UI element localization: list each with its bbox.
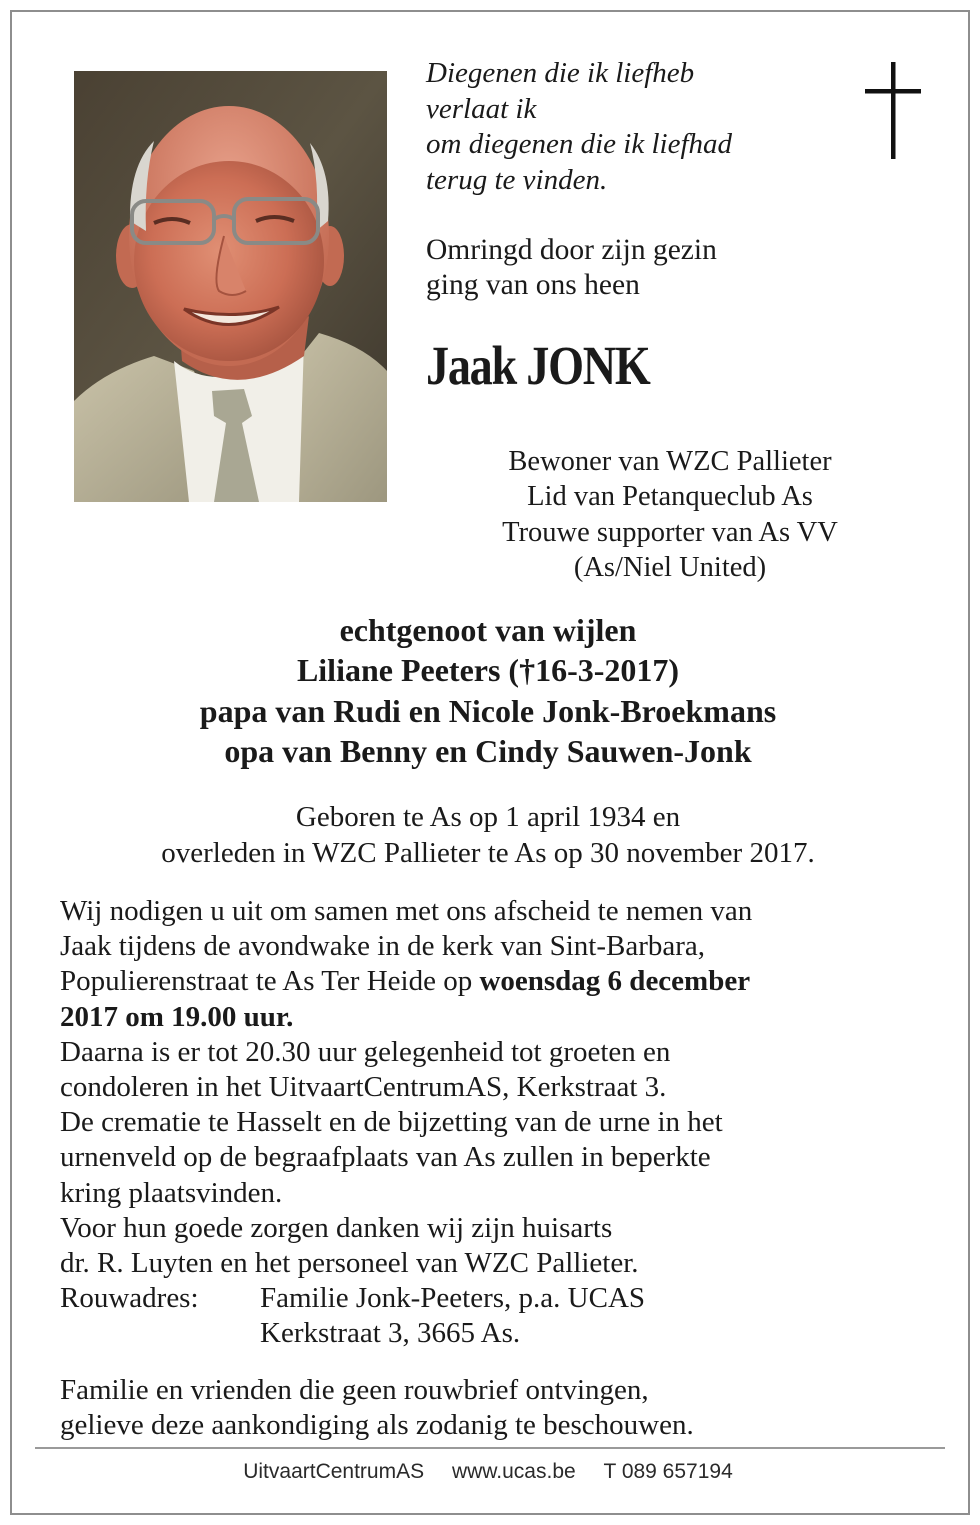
condolences-line: condoleren in het UitvaartCentrumAS, Kerkstraat 3. (60, 1071, 667, 1104)
condolences-line: Daarna is er tot 20.30 uur gelegenheid tot groeten en (60, 1035, 671, 1068)
address-row (60, 1281, 940, 1316)
invitation-line (60, 1000, 940, 1035)
wake-date: woensdag 6 december (479, 965, 751, 998)
footer-phone: T 089 657194 (603, 1460, 733, 1483)
dates-line: Geboren te As op 1 april 1934 en (295, 801, 681, 833)
address-line: Kerkstraat 3, 3665 As. (260, 1317, 521, 1350)
footer-website[interactable]: www.ucas.be (451, 1460, 576, 1483)
invitation-text: Populierenstraat te As Ter Heide op (60, 965, 480, 998)
portrait-photo (74, 71, 387, 502)
thanks-line: Voor hun goede zorgen danken wij zijn huisarts (60, 1211, 613, 1244)
closing-line: Familie en vrienden die geen rouwbrief ontvingen, (60, 1374, 649, 1406)
footer (10, 1457, 966, 1487)
address-label: Rouwadres: (60, 1282, 199, 1315)
family-line: opa van Benny en Cindy Sauwen-Jonk (224, 732, 752, 769)
poem (426, 56, 846, 198)
cross-icon (865, 62, 921, 164)
intro-text (426, 233, 926, 303)
address-line: Familie Jonk-Peeters, p.a. UCAS (260, 1282, 646, 1315)
family-line: echtgenoot van wijlen (339, 612, 637, 648)
poem-line: terug te vinden. (426, 163, 608, 196)
poem-line: verlaat ik (426, 92, 537, 125)
thanks-line: dr. R. Luyten en het personeel van WZC Pallieter. (60, 1247, 639, 1280)
closing-note (60, 1373, 940, 1444)
intro-line: ging van ons heen (426, 269, 640, 301)
invitation-line (60, 964, 940, 999)
footer-divider (35, 1447, 945, 1449)
family-line: Liliane Peeters (†16-3-2017) (296, 652, 680, 689)
announcement-body (60, 894, 940, 1352)
bio-line: Trouwe supporter van As VV (502, 516, 838, 548)
bio-line: Bewoner van WZC Pallieter (508, 446, 832, 477)
bio-line: Lid van Petanqueclub As (527, 481, 813, 513)
poem-line: Diegenen die ik liefheb (426, 57, 695, 89)
closing-line: gelieve deze aankondiging als zodanig te beschouwen. (60, 1409, 694, 1442)
birth-death-dates (10, 800, 966, 871)
wake-time: 2017 om 19.00 uur. (60, 1000, 294, 1033)
dates-line: overleden in WZC Pallieter te As op 30 november 2017. (161, 836, 815, 869)
poem-line: om diegenen die ik liefhad (426, 128, 733, 160)
family-line: papa van Rudi en Nicole Jonk-Broekmans (199, 692, 777, 729)
invitation-line: Wij nodigen u uit om samen met ons afscheid te nemen van (60, 895, 753, 927)
cremation-line: kring plaatsvinden. (60, 1176, 283, 1209)
bio-line: (As/Niel United) (573, 551, 767, 583)
intro-line: Omringd door zijn gezin (426, 234, 717, 266)
cremation-line: urnenveld op de begraafplaats van As zullen in beperkte (60, 1141, 711, 1174)
invitation-line: Jaak tijdens de avondwake in de kerk van Sint-Barbara, (60, 930, 706, 963)
deceased-name: Jaak JONK (426, 335, 650, 396)
bio (400, 444, 940, 585)
family-relations (10, 610, 966, 771)
cremation-line: De crematie te Hasselt en de bijzetting van de urne in het (60, 1106, 723, 1139)
footer-company: UitvaartCentrumAS (243, 1460, 425, 1483)
